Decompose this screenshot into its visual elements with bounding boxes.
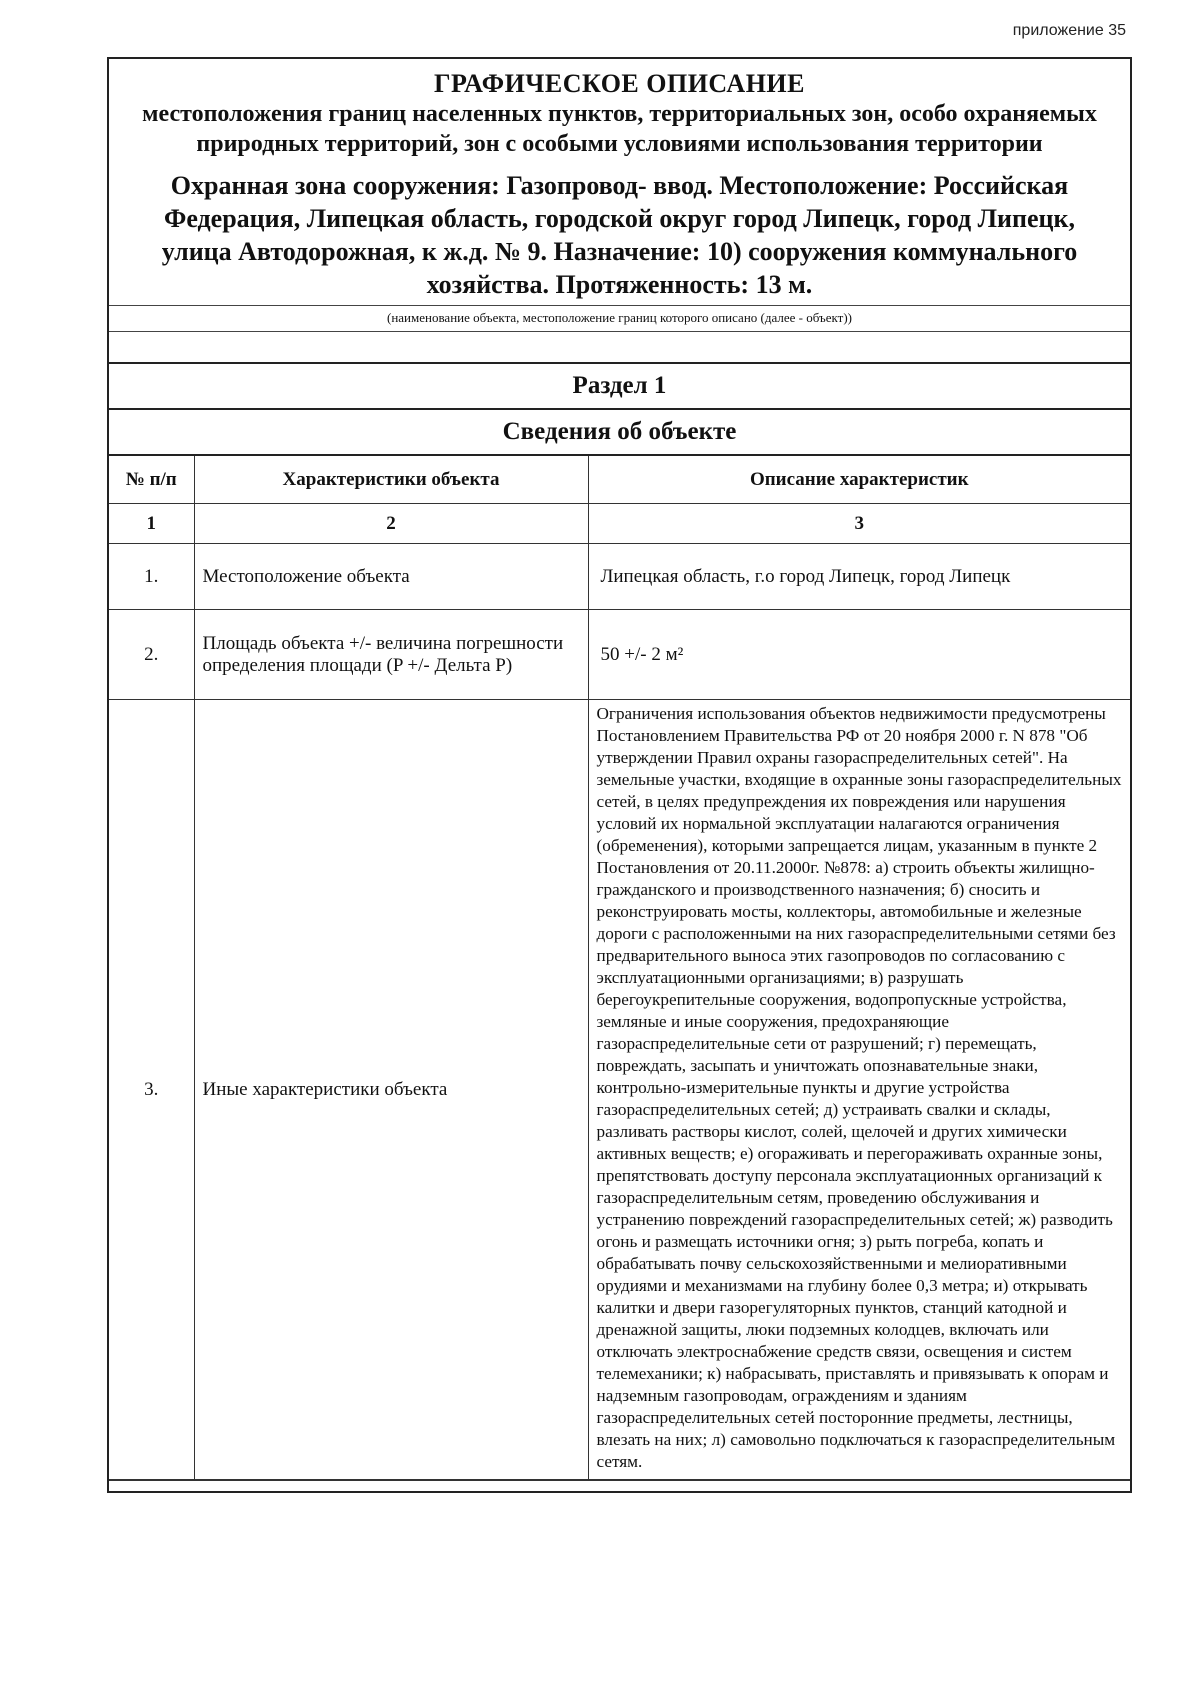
section-subtitle: Сведения об объекте [109, 410, 1130, 456]
column-number-row [109, 504, 1130, 544]
row-characteristic: Площадь объекта +/- величина погрешности определения площади (P +/- Дельта P) [194, 610, 588, 700]
header-number: № п/п [109, 456, 194, 504]
row-characteristic: Иные характеристики объекта [194, 700, 588, 1480]
column-number: 3 [588, 504, 1130, 544]
section-title: Раздел 1 [109, 364, 1130, 410]
row-description: 50 +/- 2 м² [588, 610, 1130, 700]
table-header-row [109, 456, 1130, 504]
document-title: ГРАФИЧЕСКОЕ ОПИСАНИЕ [434, 69, 805, 98]
bottom-rule [109, 1480, 1130, 1491]
header-characteristic: Характеристики объекта [194, 456, 588, 504]
object-info-table [109, 456, 1130, 1480]
object-caption: (наименование объекта, местоположение границ которого описано (далее - объект)) [109, 306, 1130, 332]
table-row [109, 544, 1130, 610]
header-description: Описание характеристик [588, 456, 1130, 504]
spacer-row [109, 332, 1130, 364]
row-description: Липецкая область, г.о город Липецк, город Липецк [588, 544, 1130, 610]
table-row [109, 610, 1130, 700]
document-header [109, 59, 1130, 306]
table-row [109, 700, 1130, 1480]
document-subtitle: местоположения границ населенных пунктов, территориальных зон, особо охраняемых природных территорий, зон с особыми условиями использования территории [142, 101, 1097, 157]
row-number: 1. [109, 544, 194, 610]
document-frame [107, 57, 1132, 1493]
row-description: Ограничения использования объектов недвижимости предусмотрены Постановлением Правительства РФ от 20 ноября 2000 г. N 878 "Об утверждении Правил охраны газораспределительных сетей". На земельные участки, входящие в охранные зоны газораспределительных сетей, в целях предупреждения их повреждения или нарушения условий их нормальной эксплуатации налагаются ограничения (обременения), которыми запрещается лицам, указанным в пункте 2 Постановления от 20.11.2000г. №878: а) строить объекты жилищно-гражданского и производственного назначения; б) сносить и реконструировать мосты, коллекторы, автомобильные и железные дороги с расположенными на них газораспределительными сетями без предварительного выноса этих газопроводов по согласованию с эксплуатационными организациями; в) разрушать берегоукрепительные сооружения, водопропускные устройства, земляные и иные сооружения, предохраняющие газораспределительные сети от разрушений; г) перемещать, повреждать, засыпать и уничтожать опознавательные знаки, контрольно-измерительные пункты и другие устройства газораспределительных сетей; д) устраивать свалки и склады, разливать растворы кислот, солей, щелочей и других химически активных веществ; е) огораживать и перегораживать охранные зоны, препятствовать доступу персонала эксплуатационных организаций к газораспределительным сетям, проведению обслуживания и устранению повреждений газораспределительных сетей; ж) разводить огонь и размещать источники огня; з) рыть погреба, копать и обрабатывать почву сельскохозяйственными и мелиоративными орудиями и механизмами на глубину более 0,3 метра; и) открывать калитки и двери газорегуляторных пунктов, станций катодной и дренажной защиты, люки подземных колодцев, включать или отключать электроснабжение средств связи, освещения и систем телемеханики; к) набрасывать, приставлять и привязывать к опорам и надземным газопроводам, ограждениям и зданиям газораспределительных сетей посторонние предметы, лестницы, влезать на них; л) самовольно подключаться к газораспределительным сетям. [588, 700, 1130, 1480]
row-number: 3. [109, 700, 194, 1480]
appendix-label: приложение 35 [1012, 22, 1126, 39]
row-characteristic: Местоположение объекта [194, 544, 588, 610]
column-number: 1 [109, 504, 194, 544]
column-number: 2 [194, 504, 588, 544]
object-name: Охранная зона сооружения: Газопровод- ввод. Местоположение: Российская Федерация, Липецкая область, городской округ город Липецк, город Липецк, улица Автодорожная, к ж.д. № 9. Назначение: 10) сооружения коммунального хозяйства. Протяженность: 13 м. [161, 171, 1078, 299]
row-number: 2. [109, 610, 194, 700]
